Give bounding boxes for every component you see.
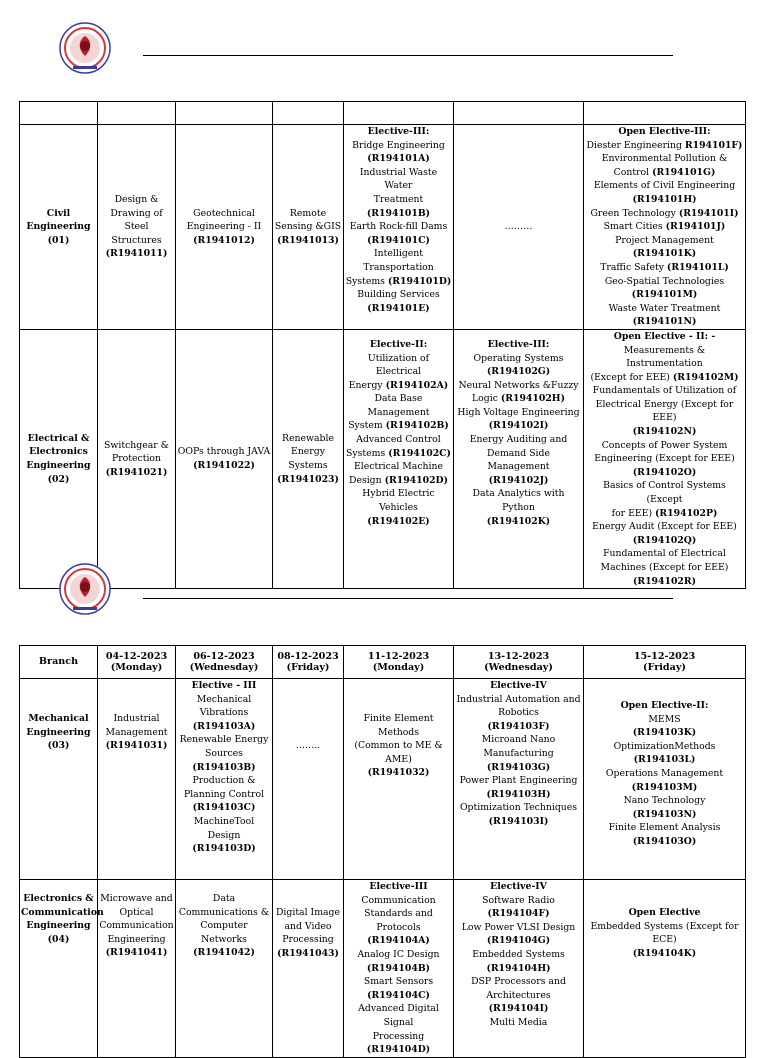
subject-line [585,479,744,506]
course-code: (R194102O) [632,466,697,478]
subject-line [345,207,452,221]
subject-line [455,788,582,802]
subject-line [455,907,582,921]
subject-line [585,234,744,261]
subject-cell: Switchgear & Protection (R1941021) [98,329,176,588]
column-header: Branch [20,646,98,679]
subject-name: MEMS [648,713,681,725]
table-row [20,880,746,1058]
column-header: 06-12-2023 (Wednesday) [176,646,273,679]
subject-line [585,520,744,534]
subject-line [345,447,452,461]
subject-line [455,379,582,393]
subject-line [585,220,744,234]
subject-name: Embedded Systems (Except for ECE) [590,920,739,946]
column-header: 04-12-2023 (Monday) [98,646,176,679]
course-code: (R194104C) [367,989,430,1001]
subject-line [585,275,744,289]
subject-name: Neural Networks &Fuzzy [458,379,579,391]
subject-line [455,815,582,829]
course-code: (R194101J) [665,221,726,233]
elective-cell: Elective - III Mechanical Vibrations (R194103A) Renewable Energy Sources (R194103B) Production & Planning Control (R194103C) MachineTool Design (R194103D) [176,679,273,880]
subject-name: Transportation [363,261,434,273]
course-code: (R194103O) [632,835,697,847]
subject-name: Environmental Pollution & [601,153,728,165]
subject-name: Control [613,166,653,178]
subject-name: High Voltage Engineering [457,406,580,418]
subject-line [177,774,271,788]
subject-name: Software Radio [482,894,555,906]
course-code: (R194104I) [488,1003,549,1015]
subject-line [455,1002,582,1016]
subject-line [455,975,582,989]
course-code: (R194102P) [655,507,718,519]
subject-name: Demand Side Management [486,447,550,473]
branch-cell: Mechanical Engineering (03) [20,679,98,880]
subject-line [585,947,744,961]
subject-line [455,774,582,788]
subject-name: (Except for EEE) [590,371,673,383]
course-code: (R194102C) [388,447,451,459]
course-code: (R194102J) [488,474,549,486]
subject-line [177,693,271,707]
subject-line [345,975,452,989]
subject-name: Electrical Machine [353,461,444,473]
subject-name: Robotics [498,707,539,719]
subject-line [455,720,582,734]
subject-name: Processing [372,1030,425,1042]
course-code: (R194103I) [488,815,549,827]
subject-name: MachineTool Design [193,815,255,841]
course-code: (R194102I) [488,420,549,432]
course-code: (R194103N) [632,808,697,820]
subject-line [177,733,271,747]
course-code: (R194104A) [367,935,430,947]
header-rule [143,598,673,599]
subject-line [455,474,582,488]
subject-cell: Digital Image and Video Processing (R1941043) [273,880,344,1058]
subject-name: Industrial Waste Water [359,166,438,192]
subject-name: Smart Cities [603,221,666,233]
timetable-part-2 [19,645,746,1058]
subject-name: Measurements & Instrumentation [623,344,706,370]
subject-cell: OOPs through JAVA (R1941022) [176,329,273,588]
subject-line [345,247,452,261]
course-code: (R194101L) [666,261,729,273]
course-code: (R194102H) [500,393,565,405]
subject-name: Engineering (Except for EEE) [594,453,735,465]
course-code: (R194101G) [652,166,716,178]
course-code: (R194103G) [486,761,551,773]
course-code: (R194102N) [632,426,697,438]
subject-name: Traffic Safety [600,261,667,273]
course-code: (R194102A) [385,379,449,391]
branch-cell: Electrical & Electronics Engineering (02) [20,329,98,588]
empty-slot-cell: ……… [454,125,584,330]
subject-name: Basics of Control Systems (Except [603,480,726,506]
subject-cell: Remote Sensing &GIS (R1941013) [273,125,344,330]
course-code: (R194104G) [486,935,551,947]
subject-name: Concepts of Power System [601,439,728,451]
elective-cell: Elective-II: Utilization of Electrical Energy (R194102A) Data Base Management System (R194102B) Advanced Control Systems (R194102C) Electrical Machine Design (R194102D) Hybrid Electric Vehicles (R194102E) [344,329,454,588]
subject-line [345,433,452,447]
subject-line [345,352,452,379]
subject-name: Electrical Energy (Except for EEE) [595,398,734,424]
subject-name: Multi Media [489,1016,548,1028]
elective-cell: Elective-III: Bridge Engineering (R194101A) Industrial Waste Water Treatment (R194101B) Earth Rock-fill Dams (R194101C) Intelligent Transportation Systems (R194101D) Building Services (R194101E) [344,125,454,330]
subject-name: Low Power VLSI Design [461,921,576,933]
header-rule [143,55,673,56]
course-code: (R194103B) [192,761,256,773]
subject-line [585,808,744,822]
subject-name: Advanced Control [356,434,441,446]
subject-line [585,835,744,849]
subject-name: Manufacturing [483,747,554,759]
course-code: (R194103F) [487,720,550,732]
subject-line [455,894,582,908]
course-code: (R194101I) [678,207,739,219]
subject-line [585,547,744,561]
subject-name: Machines (Except for EEE) [600,562,729,573]
subject-line [455,962,582,976]
subject-name: Sources [205,747,243,759]
subject-line [455,365,582,379]
course-code: (R194102B) [385,420,449,432]
subject-line [585,740,744,754]
open-elective-cell: Open Elective - II: - Measurements & Instrumentation (Except for EEE) (R194102M) Fundamentals of Utilization of Electrical Energy (Except for EEE) (R194102N) Concepts of Power System Engineering (Except for EEE) (R194102O) Basics of Control Systems (Except for EEE) (R194102P) Energy Audit (Except for EEE) (R194102Q) Fundamental of Electrical Machines (Except for EEE) (R194102R) [584,329,746,588]
subject-name: Analog IC Design [357,948,440,960]
course-code: (R194101A) [367,153,430,165]
subject-name: Microand Nano [481,734,556,746]
subject-name: Data Analytics with Python [472,488,565,514]
subject-line [455,392,582,406]
subject-name: Operating Systems [473,352,564,364]
subject-line [585,384,744,398]
course-code: (R194101K) [632,248,697,260]
subject-name: Production & [192,775,256,787]
subject-line [177,706,271,720]
subject-line [345,934,452,948]
open-elective-cell: Open Elective-II: MEMS (R194103K) OptimizationMethods (R194103L) Operations Management (R194103M) Nano Technology (R194103N) Finite Element Analysis (R194103O) [584,679,746,880]
course-code: (R194101B) [366,207,431,219]
course-code: (R194103L) [633,754,696,766]
subject-line [585,139,744,153]
course-code: (R194101H) [632,193,697,205]
subject-name: Treatment [373,193,424,205]
subject-line [345,379,452,393]
subject-name: Project Management [615,234,714,246]
subject-name: Mechanical [196,693,252,705]
course-code: R194101F) [684,139,743,151]
subject-name: Operations Management [605,767,724,779]
subject-line [455,706,582,720]
elective-cell: Elective-IV Software Radio (R194104F) Low Power VLSI Design (R194104G) Embedded Systems (R194104H) DSP Processors and Architectures (R194104I) Multi Media [454,880,584,1058]
subject-name: Finite Element Analysis [608,822,721,834]
course-code: (R194103M) [631,781,698,793]
subject-name: Architectures [486,989,551,1001]
subject-line [585,398,744,425]
subject-line [455,948,582,962]
subject-line [585,767,744,781]
subject-line [177,720,271,734]
subject-line [345,220,452,234]
course-code: (R194103K) [632,727,697,739]
subject-line [455,352,582,366]
subject-line [585,575,744,589]
subject-name: Communication [361,894,436,906]
subject-name: Systems [346,447,389,459]
course-code: (R194102G) [486,366,551,378]
subject-line [455,801,582,815]
course-code: (R194103H) [486,788,551,800]
subject-line [345,261,452,275]
subject-line [177,788,271,802]
subject-name: Nano Technology [623,795,706,807]
subject-name: OptimizationMethods [613,740,716,752]
course-code: (R194102E) [367,515,430,527]
subject-line [455,934,582,948]
subject-name: Diester Engineering [586,139,685,151]
subject-line [455,433,582,447]
subject-line [585,821,744,835]
subject-line [345,948,452,962]
subject-line [585,166,744,180]
course-code: (R194104H) [486,962,551,974]
subject-name: Design [348,474,385,486]
elective-cell: Elective-III Communication Standards and Protocols (R194104A) Analog IC Design (R194104B) Smart Sensors (R194104C) Advanced Digital Signal Processing (R194104D) [344,880,454,1058]
branch-cell: Electronics & Communication Engineering (04) [20,880,98,1058]
subject-line [345,302,452,316]
university-logo [59,22,111,74]
course-code: (R194101E) [367,302,430,314]
subject-name: Elements of Civil Engineering [593,180,736,192]
subject-cell: Data Communications & Computer Networks (R1941042) [176,880,273,1058]
subject-line [345,989,452,1003]
course-code: (R194102R) [632,575,697,587]
subject-cell: Renewable Energy Systems (R1941023) [273,329,344,588]
subject-line [177,815,271,842]
subject-line [455,406,582,420]
course-code: (R194103C) [192,802,256,814]
subject-line [585,207,744,221]
subject-line [585,371,744,385]
subject-line [345,474,452,488]
subject-name: Earth Rock-fill Dams [349,221,448,233]
subject-name: Energy Auditing and [469,434,568,446]
course-code: (R194101C) [367,234,430,246]
subject-line [455,733,582,747]
subject-line [585,439,744,453]
subject-name: Energy Audit (Except for EEE) [592,521,737,533]
column-header: 15-12-2023 (Friday) [584,646,746,679]
elective-cell: Elective-IV Industrial Automation and Robotics (R194103F) Microand Nano Manufacturing (R194103G) Power Plant Engineering (R194103H) Optimization Techniques (R194103I) [454,679,584,880]
subject-name: Fundamentals of Utilization of [592,385,737,397]
subject-line [345,234,452,248]
subject-line [585,507,744,521]
subject-line [585,261,744,275]
subject-line [345,460,452,474]
subject-line [345,419,452,433]
subject-name: for EEE) [611,507,656,519]
subject-line [455,1016,582,1030]
subject-line [585,781,744,795]
subject-line [585,193,744,207]
course-code: (R194102K) [486,515,551,527]
subject-line [455,921,582,935]
subject-line [585,425,744,439]
course-code: (R194104B) [366,962,431,974]
table-row [20,102,746,125]
subject-line [585,753,744,767]
subject-cell: Industrial Management (R1941031) [98,679,176,880]
subject-name: Systems [345,275,388,287]
university-logo [59,563,111,615]
course-code: (R194104F) [487,908,550,920]
subject-name: Hybrid Electric Vehicles [362,488,435,514]
subject-name: Bridge Engineering [352,139,445,151]
subject-name: Fundamental of Electrical [603,548,726,560]
subject-line [455,487,582,514]
table-row [20,329,746,588]
subject-line [345,288,452,302]
course-code: (R194102M) [672,371,739,383]
subject-line [585,726,744,740]
subject-name: Geo-Spatial Technologies [604,275,725,287]
subject-name: Energy [348,379,386,391]
empty-slot-cell: …….. [273,679,344,880]
subject-line [345,152,452,166]
subject-name: Optimization Techniques [459,802,578,814]
subject-line [585,179,744,193]
table-row [20,125,746,330]
subject-line [585,315,744,329]
column-header: 08-12-2023 (Friday) [273,646,344,679]
subject-line [177,842,271,856]
subject-name: Logic [472,393,501,405]
course-code: (R194101M) [631,289,698,301]
subject-line [345,962,452,976]
subject-name: Waste Water Treatment [608,302,721,314]
subject-line [585,920,744,947]
subject-line [455,989,582,1003]
table-row [20,679,746,880]
subject-name: Green Technology [590,207,679,219]
column-header: 11-12-2023 (Monday) [344,646,454,679]
subject-name: Power Plant Engineering [459,775,578,787]
subject-line [345,1030,452,1044]
subject-line [345,275,452,289]
subject-line [585,452,744,466]
subject-line [345,139,452,153]
subject-name: Data Base Management [367,393,430,418]
column-header: 13-12-2023 (Wednesday) [454,646,584,679]
subject-cell: Geotechnical Engineering - II (R1941012) [176,125,273,330]
subject-cell: Finite Element Methods (Common to ME & AME) (R1941032) [344,679,454,880]
subject-line [345,515,452,529]
subject-name: System [348,420,386,432]
course-code: (R194103D) [192,843,256,855]
open-elective-cell: Open Elective Embedded Systems (Except for ECE) (R194104K) [584,880,746,1058]
subject-line [585,466,744,480]
subject-line [585,288,744,302]
subject-line [585,344,744,371]
subject-name: Smart Sensors [363,976,434,988]
course-code: (R194101D) [387,275,452,287]
subject-name: Advanced Digital Signal [358,1003,439,1028]
subject-line [585,561,744,575]
subject-name: Intelligent [374,248,423,260]
subject-name: Utilization of Electrical [367,352,430,378]
subject-line [345,907,452,934]
branch-cell: Civil Engineering (01) [20,125,98,330]
subject-line [585,152,744,166]
subject-cell: Microwave and Optical Communication Engineering (R1941041) [98,880,176,1058]
subject-line [585,302,744,316]
subject-name: Standards and Protocols [364,908,433,933]
subject-line [345,1002,452,1029]
elective-cell: Elective-III: Operating Systems (R194102G) Neural Networks &Fuzzy Logic (R194102H) High Voltage Engineering (R194102I) Energy Auditing and Demand Side Management (R194102J) Data Analytics with Python (R194102K) [454,329,584,588]
subject-line [345,894,452,908]
subject-line [345,1043,452,1057]
course-code: (R194104K) [632,947,697,959]
subject-line [455,447,582,474]
subject-name: Vibrations [199,707,249,719]
subject-line [585,713,744,727]
table-header-row [20,646,746,679]
course-code: (R194102D) [384,474,448,486]
subject-cell: Design & Drawing of Steel Structures (R1941011) [98,125,176,330]
open-elective-cell: Open Elective-III: Diester Engineering R194101F) Environmental Pollution & Control (R194101G) Elements of Civil Engineering (R194101H) Green Technology (R194101I) Smart Cities (R194101J) Project Management (R194101K) Traffic Safety (R194101L) Geo-Spatial Technologies (R194101M) Waste Water Treatment (R194101N) [584,125,746,330]
subject-line [177,747,271,761]
subject-line [177,801,271,815]
course-code: (R194101N) [632,316,697,328]
subject-line [455,747,582,761]
subject-line [177,761,271,775]
timetable-part-1 [19,101,746,589]
subject-line [345,392,452,419]
subject-name: Industrial Automation and [456,693,581,705]
subject-name: Planning Control [183,788,265,800]
subject-line [345,166,452,193]
subject-line [585,534,744,548]
subject-line [455,693,582,707]
course-code: (R194104D) [366,1044,431,1056]
subject-line [455,515,582,529]
subject-name: Building Services [357,289,440,301]
subject-name: Embedded Systems [472,948,565,960]
subject-name: Renewable Energy [179,734,269,746]
course-code: (R194102Q) [632,534,697,546]
subject-line [585,794,744,808]
course-code: (R194103A) [192,720,256,732]
subject-line [345,487,452,514]
subject-line [455,761,582,775]
subject-line [455,419,582,433]
subject-name: DSP Processors and [471,976,566,988]
subject-line [345,193,452,207]
